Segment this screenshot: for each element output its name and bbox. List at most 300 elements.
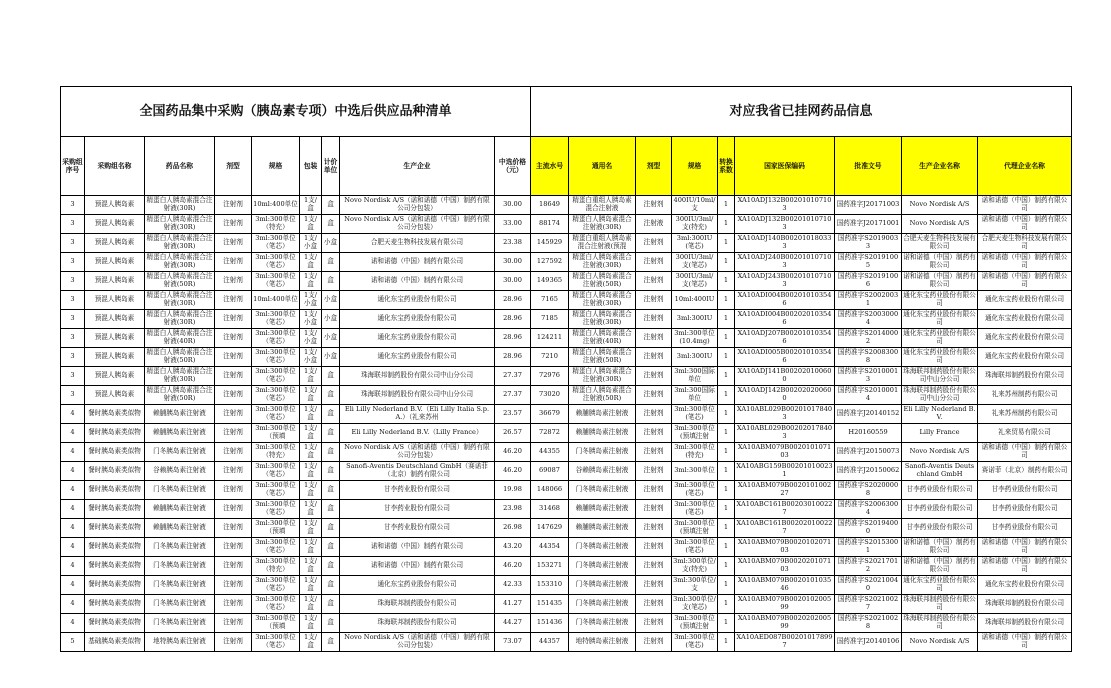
table-cell: XA10ADJ243B002010107103 (735, 272, 835, 291)
table-cell: 盒 (322, 538, 340, 557)
column-header: 采购组序号 (61, 137, 85, 196)
table-row (61, 253, 1072, 272)
table-cell: 国药准字S20191006 (835, 272, 902, 291)
table-cell: 31468 (531, 500, 569, 519)
table-cell: 礼来苏州制药有限公司 (978, 386, 1072, 405)
table-cell: 通化东宝药业股份有限公司 (902, 310, 978, 329)
column-header: 通用名 (569, 137, 636, 196)
table-cell: 餐时胰岛素类似物 (85, 557, 145, 576)
table-cell: Novo Nordisk A/S (902, 443, 978, 462)
table-cell: 1 (718, 405, 735, 424)
table-cell: 精蛋白人胰岛素混合注射液(30R) (145, 215, 215, 234)
table-cell: 诺和诺德（中国）制药有限公司 (340, 557, 495, 576)
table-cell: 3 (61, 234, 85, 253)
table-cell: 1 (718, 196, 735, 215)
table-cell: 通化东宝药业股份有限公司 (340, 291, 495, 310)
table-cell: 谷赖胰岛素注射液 (145, 462, 215, 481)
table-cell: 151435 (531, 595, 569, 614)
table-cell: 精蛋白人胰岛素混合注射液(30R) (569, 215, 636, 234)
table-cell: 精蛋白人胰岛素混合注射液(30R) (569, 310, 636, 329)
table-cell: 3ml:300单位（特充） (252, 443, 300, 462)
table-cell: Novo Nordisk A/S（诺和诺德（中国）制药有限公司分包装） (340, 443, 495, 462)
table-cell: 国药准字S20217012 (835, 557, 902, 576)
table-row (61, 443, 1072, 462)
table-cell: 3ml:300单位（特充） (252, 215, 300, 234)
table-cell: 珠海联邦制药股份有限公司中山分公司 (902, 386, 978, 405)
table-cell: 1 (718, 481, 735, 500)
table-cell: XA10ADI005B002010103546 (735, 348, 835, 367)
table-cell: 1支/盒 (300, 405, 322, 424)
table-cell: 餐时胰岛素类似物 (85, 500, 145, 519)
table-cell: 19.98 (495, 481, 531, 500)
table-cell: XA10ADJ142B002020200600 (735, 386, 835, 405)
table-cell: XA10ABG159B002010100231 (735, 462, 835, 481)
table-cell: 注射剂 (636, 405, 672, 424)
table-cell: 注射剂 (215, 443, 252, 462)
table-cell: 门冬胰岛素注射液 (569, 443, 636, 462)
table-cell: 国药准字J20150073 (835, 443, 902, 462)
table-cell: 诺和诺德（中国）制药有限公司 (978, 196, 1072, 215)
table-cell: 3ml:300单位（笔芯） (252, 462, 300, 481)
table-cell: 门冬胰岛素注射液 (145, 595, 215, 614)
table-cell: 1支/盒 (300, 462, 322, 481)
table-cell: 国药准字S20210040 (835, 576, 902, 595)
table-row (61, 557, 1072, 576)
table-cell: 44.27 (495, 614, 531, 633)
table-cell: Sanofi-Aventis Deutschland GmbH (902, 462, 978, 481)
table-cell: 注射剂 (215, 272, 252, 291)
table-cell: 餐时胰岛素类似物 (85, 405, 145, 424)
table-cell: 3ml:300单位（笔芯） (252, 595, 300, 614)
table-cell: Novo Nordisk A/S（诺和诺德（中国）制药有限公司分包装） (340, 633, 495, 652)
table-cell: 精蛋白重组人胰岛素混合注射液 (569, 196, 636, 215)
table-cell: 诺和诺德（中国）制药有限公司 (978, 443, 1072, 462)
table-cell: 148066 (531, 481, 569, 500)
table-cell: 300IU/3ml/支(笔芯) (672, 272, 718, 291)
table-cell: 153271 (531, 557, 569, 576)
table-cell: 珠海联邦制药股份有限公司 (978, 595, 1072, 614)
table-cell: 精蛋白人胰岛素混合注射液(50R) (145, 348, 215, 367)
table-cell: 国药准字S20190033 (835, 234, 902, 253)
table-cell: 1支/盒 (300, 443, 322, 462)
table-cell: 3ml:300单位(笔芯) (672, 538, 718, 557)
table-cell: 注射剂 (636, 234, 672, 253)
table-cell: 注射剂 (215, 329, 252, 348)
table-cell: 赖脯胰岛素注射液 (569, 405, 636, 424)
table-cell: 3ml:300单位（预填 (252, 424, 300, 443)
table-cell: 1 (718, 462, 735, 481)
table-cell: 1 (718, 557, 735, 576)
table-cell: 4 (61, 519, 85, 538)
table-cell: 精蛋白人胰岛素混合注射液(30R) (145, 253, 215, 272)
table-cell: 注射剂 (636, 633, 672, 652)
column-header: 国家医保编码 (735, 137, 835, 196)
table-row (61, 367, 1072, 386)
table-cell: Sanofi-Aventis Deutschland GmbH（赛诺菲（北京）制药有限公司 (340, 462, 495, 481)
table-cell: 1 (718, 424, 735, 443)
table-cell: 1支/盒 (300, 272, 322, 291)
table-cell: XA10ABL029B002010178403 (735, 405, 835, 424)
table-cell: 149365 (531, 272, 569, 291)
table-cell: 甘李药业股份有限公司 (978, 519, 1072, 538)
table-cell: 餐时胰岛素类似物 (85, 443, 145, 462)
table-cell: 3 (61, 253, 85, 272)
table-cell: XA10ADJ140B002010180333 (735, 234, 835, 253)
table-cell: 3ml:300IU(笔芯) (672, 234, 718, 253)
table-cell: Novo Nordisk A/S（诺和诺德（中国）制药有限公司分包装） (340, 196, 495, 215)
table-cell: 精蛋白人胰岛素混合注射液(30R) (145, 196, 215, 215)
table-cell: 1支/盒 (300, 500, 322, 519)
table-cell: 预混人胰岛素 (85, 367, 145, 386)
table-cell: 赛诺菲（北京）制药有限公司 (978, 462, 1072, 481)
table-cell: 诺和诺德（中国）制药有限公司 (978, 557, 1072, 576)
table-cell: 1支/盒 (300, 215, 322, 234)
table-cell: 诺和诺德（中国）制药有限公司 (902, 538, 978, 557)
table-cell: 3ml:300单位（笔芯） (252, 348, 300, 367)
table-cell: 3ml:300单位/支 (672, 576, 718, 595)
table-row (61, 500, 1072, 519)
table-cell: 国药准字J20140152 (835, 405, 902, 424)
table-cell: 赖脯胰岛素注射液 (145, 500, 215, 519)
table-cell: 餐时胰岛素类似物 (85, 519, 145, 538)
table-cell: 注射剂 (636, 614, 672, 633)
table-cell: 3ml:300单位(特充) (672, 443, 718, 462)
table-cell: 小盒 (322, 348, 340, 367)
table-cell: 3ml:300单位（笔芯） (252, 386, 300, 405)
table-cell: 注射剂 (215, 367, 252, 386)
table-cell: 注射剂 (636, 595, 672, 614)
table-cell: 通化东宝药业股份有限公司 (978, 348, 1072, 367)
table-cell: 国药准字S20030004 (835, 310, 902, 329)
table-cell: 精蛋白人胰岛素混合注射液(50R) (145, 386, 215, 405)
table-cell: 精蛋白人胰岛素混合注射液(30R) (145, 367, 215, 386)
table-cell: 盒 (322, 386, 340, 405)
table-cell: 诺和诺德（中国）制药有限公司 (978, 633, 1072, 652)
column-header: 剂型 (636, 137, 672, 196)
table-cell: 注射剂 (215, 462, 252, 481)
table-cell: 门冬胰岛素注射液 (569, 538, 636, 557)
table-cell: 门冬胰岛素注射液 (569, 557, 636, 576)
table-cell: 30.00 (495, 253, 531, 272)
table-cell: 1支/盒 (300, 538, 322, 557)
table-cell: 精蛋白人胰岛素混合注射液(30R) (569, 367, 636, 386)
table-cell: 门冬胰岛素注射液 (145, 576, 215, 595)
table-cell: 3ml:300单位/支(特充) (672, 557, 718, 576)
table-cell: 4 (61, 424, 85, 443)
table-cell: 7185 (531, 310, 569, 329)
table-cell: 谷赖胰岛素注射液 (569, 462, 636, 481)
table-cell: 3ml:300单位(10.4mg) (672, 329, 718, 348)
table-cell: 注射剂 (636, 519, 672, 538)
table-cell: 盒 (322, 519, 340, 538)
table-row (61, 614, 1072, 633)
table-cell: 1支/小盒 (300, 329, 322, 348)
table-cell: 餐时胰岛素类似物 (85, 538, 145, 557)
table-cell: 国药准字S20020031 (835, 291, 902, 310)
table-cell: 盒 (322, 443, 340, 462)
table-cell: 46.20 (495, 557, 531, 576)
table-row (61, 215, 1072, 234)
table-cell: 注射剂 (636, 386, 672, 405)
table-cell: 通化东宝药业股份有限公司 (340, 348, 495, 367)
column-header: 规格 (252, 137, 300, 196)
table-cell: 5 (61, 633, 85, 652)
table-row (61, 329, 1072, 348)
table-cell: 33.00 (495, 215, 531, 234)
table-cell: 门冬胰岛素注射液 (569, 576, 636, 595)
table-cell: 44357 (531, 633, 569, 652)
table-row (61, 272, 1072, 291)
table-row (61, 576, 1072, 595)
table-cell: 注射剂 (215, 595, 252, 614)
table-cell: XA10ABM079B002020107103 (735, 557, 835, 576)
table-cell: 3ml:300单位（预填 (252, 614, 300, 633)
table-cell: 1支/盒 (300, 614, 322, 633)
table-cell: 72976 (531, 367, 569, 386)
table-cell: 餐时胰岛素类似物 (85, 424, 145, 443)
table-cell: 10ml:400IU (672, 291, 718, 310)
table-cell: 注射剂 (215, 538, 252, 557)
table-cell: 1支/盒 (300, 386, 322, 405)
table-cell: 诺和诺德（中国）制药有限公司 (978, 272, 1072, 291)
table-cell: 通化东宝药业股份有限公司 (978, 329, 1072, 348)
table-cell: 46.20 (495, 443, 531, 462)
table-cell: 1支/小盒 (300, 310, 322, 329)
table-cell: 4 (61, 462, 85, 481)
table-cell: 88174 (531, 215, 569, 234)
table-cell: 1 (718, 519, 735, 538)
table-cell: 小盒 (322, 310, 340, 329)
table-cell: XA10ADJ132B002010107103 (735, 215, 835, 234)
table-cell: 诺和诺德（中国）制药有限公司 (978, 215, 1072, 234)
table-cell: 精蛋白人胰岛素混合注射液(50R) (569, 272, 636, 291)
table-cell: 28.96 (495, 291, 531, 310)
table-cell: 餐时胰岛素类似物 (85, 614, 145, 633)
table-cell: 3ml:300单位（笔芯） (252, 310, 300, 329)
table-cell: 小盒 (322, 329, 340, 348)
table-cell: 赖脯胰岛素注射液 (145, 405, 215, 424)
table-cell: 通化东宝药业股份有限公司 (978, 310, 1072, 329)
table-cell: 通化东宝药业股份有限公司 (340, 329, 495, 348)
column-header: 生产企业 (340, 137, 495, 196)
table-cell: 4 (61, 500, 85, 519)
table-cell: 3ml:300单位（笔芯） (252, 253, 300, 272)
table-cell: 预混人胰岛素 (85, 234, 145, 253)
table-cell: 餐时胰岛素类似物 (85, 481, 145, 500)
table-cell: 1支/小盒 (300, 234, 322, 253)
table-cell: 诺和诺德（中国）制药有限公司 (978, 538, 1072, 557)
table-cell: 国药准字S20153001 (835, 538, 902, 557)
table-cell: 甘李药业股份有限公司 (978, 500, 1072, 519)
table-cell: 注射剂 (636, 481, 672, 500)
table-cell: 预混人胰岛素 (85, 253, 145, 272)
table-cell: 注射剂 (215, 348, 252, 367)
table-cell: XA10ADJ207B002010103546 (735, 329, 835, 348)
table-cell: 珠海联邦制药股份有限公司 (902, 614, 978, 633)
table-cell: 26.98 (495, 519, 531, 538)
table-cell: 珠海联邦制药股份有限公司中山分公司 (340, 386, 495, 405)
table-cell: 4 (61, 595, 85, 614)
insulin-table (60, 86, 1072, 652)
table-cell: Novo Nordisk A/S (902, 633, 978, 652)
table-cell: 1 (718, 253, 735, 272)
table-cell: 盒 (322, 253, 340, 272)
table-cell: 注射剂 (215, 424, 252, 443)
table-cell: 甘李药业股份有限公司 (902, 500, 978, 519)
table-cell: 1支/盒 (300, 595, 322, 614)
table-cell: 147629 (531, 519, 569, 538)
table-cell: 精蛋白人胰岛素混合注射液(50R) (569, 348, 636, 367)
table-row (61, 481, 1072, 500)
table-cell: 甘李药业股份有限公司 (902, 481, 978, 500)
table-cell: 珠海联邦制药股份有限公司 (978, 367, 1072, 386)
table-cell: 3ml:300单位(笔芯) (672, 481, 718, 500)
table-cell: 注射剂 (215, 557, 252, 576)
table-cell: 诺和诺德（中国）制药有限公司 (340, 538, 495, 557)
table-cell: 44354 (531, 538, 569, 557)
table-cell: 注射剂 (215, 519, 252, 538)
table-cell: 1 (718, 272, 735, 291)
table-cell: 地特胰岛素注射液 (145, 633, 215, 652)
table-cell: 1 (718, 367, 735, 386)
table-cell: 门冬胰岛素注射液 (145, 557, 215, 576)
table-cell: 甘李药业股份有限公司 (902, 519, 978, 538)
header-row (61, 137, 1072, 196)
table-cell: 国药准字J20171001 (835, 215, 902, 234)
column-header: 采购组名称 (85, 137, 145, 196)
table-cell: 通化东宝药业股份有限公司 (902, 348, 978, 367)
table-cell: 预混人胰岛素 (85, 272, 145, 291)
table-cell: 124211 (531, 329, 569, 348)
table-cell: 10ml:400单位 (252, 291, 300, 310)
table-cell: 1 (718, 614, 735, 633)
table-row (61, 234, 1072, 253)
table-cell: 3 (61, 215, 85, 234)
table-cell: 注射剂 (636, 576, 672, 595)
table-cell: 合肥天麦生物科技发展有限公司 (978, 234, 1072, 253)
table-cell: XA10ADJ132B002010107103 (735, 196, 835, 215)
table-cell: 3ml:300单位（特充） (252, 557, 300, 576)
table-cell: Novo Nordisk A/S (902, 215, 978, 234)
table-cell: 1支/盒 (300, 633, 322, 652)
table-cell: 基础胰岛素类似物 (85, 633, 145, 652)
table-cell: 注射剂 (636, 253, 672, 272)
table-cell: 地特胰岛素注射液 (569, 633, 636, 652)
table-cell: 3 (61, 329, 85, 348)
table-cell: 精蛋白人胰岛素混合注射液(40R) (569, 329, 636, 348)
table-cell: 3ml:300单位（笔芯） (252, 367, 300, 386)
table-cell: 注射剂 (215, 234, 252, 253)
table-row (61, 405, 1072, 424)
table-cell: 30.00 (495, 196, 531, 215)
table-cell: 精蛋白人胰岛素混合注射液(30R) (145, 234, 215, 253)
table-cell: 盒 (322, 595, 340, 614)
table-cell: 1 (718, 500, 735, 519)
table-cell: 精蛋白重组人胰岛素混合注射液(预混 (569, 234, 636, 253)
table-cell: 注射剂 (636, 424, 672, 443)
table-cell: 3ml:300国际单位 (672, 386, 718, 405)
table-cell: 3 (61, 348, 85, 367)
table-cell: 盒 (322, 424, 340, 443)
table-cell: XA10ABM079B002020200599 (735, 614, 835, 633)
table-cell: 精蛋白人胰岛素混合注射液(30R) (145, 291, 215, 310)
table-cell: 23.38 (495, 234, 531, 253)
table-cell: Novo Nordisk A/S (902, 196, 978, 215)
table-cell: 注射剂 (215, 291, 252, 310)
table-cell: 餐时胰岛素类似物 (85, 595, 145, 614)
table-cell: XA10ADJ240B002010107103 (735, 253, 835, 272)
table-cell: 1 (718, 443, 735, 462)
table-cell: 精蛋白人胰岛素混合注射液(30R) (569, 291, 636, 310)
column-header: 剂型 (215, 137, 252, 196)
table-cell: 4 (61, 405, 85, 424)
table-cell: 国药准字S20140002 (835, 329, 902, 348)
column-header: 中选价格（元） (495, 137, 531, 196)
table-cell: 3ml:300单位(预填注射 (672, 424, 718, 443)
table-cell: 赖脯胰岛素注射液 (569, 519, 636, 538)
table-cell: 注射剂 (215, 576, 252, 595)
table-cell: 赖脯胰岛素注射液 (145, 424, 215, 443)
table-cell: 1 (718, 538, 735, 557)
column-header: 药品名称 (145, 137, 215, 196)
table-row (61, 291, 1072, 310)
table-cell: 通化东宝药业股份有限公司 (978, 291, 1072, 310)
table-cell: 精蛋白人胰岛素混合注射液(30R) (145, 310, 215, 329)
table-cell: 3ml:300单位（笔芯） (252, 538, 300, 557)
column-header: 批准文号 (835, 137, 902, 196)
table-cell: XA10ABM079B002010207103 (735, 538, 835, 557)
table-cell: 注射剂 (215, 215, 252, 234)
table-cell: 3 (61, 310, 85, 329)
table-cell: 精蛋白人胰岛素混合注射液(50R) (145, 272, 215, 291)
table-cell: 甘李药业股份有限公司 (340, 481, 495, 500)
table-cell: 3ml:300单位(笔芯) (672, 633, 718, 652)
table-cell: 盒 (322, 196, 340, 215)
table-cell: 4 (61, 481, 85, 500)
table-row (61, 538, 1072, 557)
table-cell: 珠海联邦制药股份有限公司中山分公司 (902, 367, 978, 386)
table-cell: 精蛋白人胰岛素混合注射液(40R) (145, 329, 215, 348)
table-cell: 国药准字J20140106 (835, 633, 902, 652)
table-cell: 3 (61, 291, 85, 310)
table-cell: 小盒 (322, 234, 340, 253)
table-cell: 3ml:300单位（笔芯） (252, 405, 300, 424)
table-cell: 盒 (322, 500, 340, 519)
table-cell: 预混人胰岛素 (85, 386, 145, 405)
table-cell: 注射剂 (215, 405, 252, 424)
table-cell: Eli Lilly Nederland B.V.（Lilly France） (340, 424, 495, 443)
table-cell: 4 (61, 443, 85, 462)
table-cell: 预混人胰岛素 (85, 329, 145, 348)
table-cell: 诺和诺德（中国）制药有限公司 (340, 272, 495, 291)
table-cell: 28.96 (495, 310, 531, 329)
table-cell: 盒 (322, 367, 340, 386)
column-header: 生产企业名称 (902, 137, 978, 196)
table-cell: 26.57 (495, 424, 531, 443)
table-cell: 合肥天麦生物科技发展有限公司 (902, 234, 978, 253)
table-cell: 3ml:300IU (672, 310, 718, 329)
table-cell: 72872 (531, 424, 569, 443)
table-cell: 73020 (531, 386, 569, 405)
table-cell: 盒 (322, 462, 340, 481)
left-title: 全国药品集中采购（胰岛素专项）中选后供应品种清单 (61, 87, 531, 137)
table-cell: 3ml:300单位（笔芯） (252, 272, 300, 291)
table-cell: XA10ADI004B002020103546 (735, 310, 835, 329)
table-cell: 3ml:300单位(笔芯) (672, 500, 718, 519)
table-cell: 41.27 (495, 595, 531, 614)
table-cell: 诺和诺德（中国）制药有限公司 (902, 272, 978, 291)
column-header: 规格 (672, 137, 718, 196)
